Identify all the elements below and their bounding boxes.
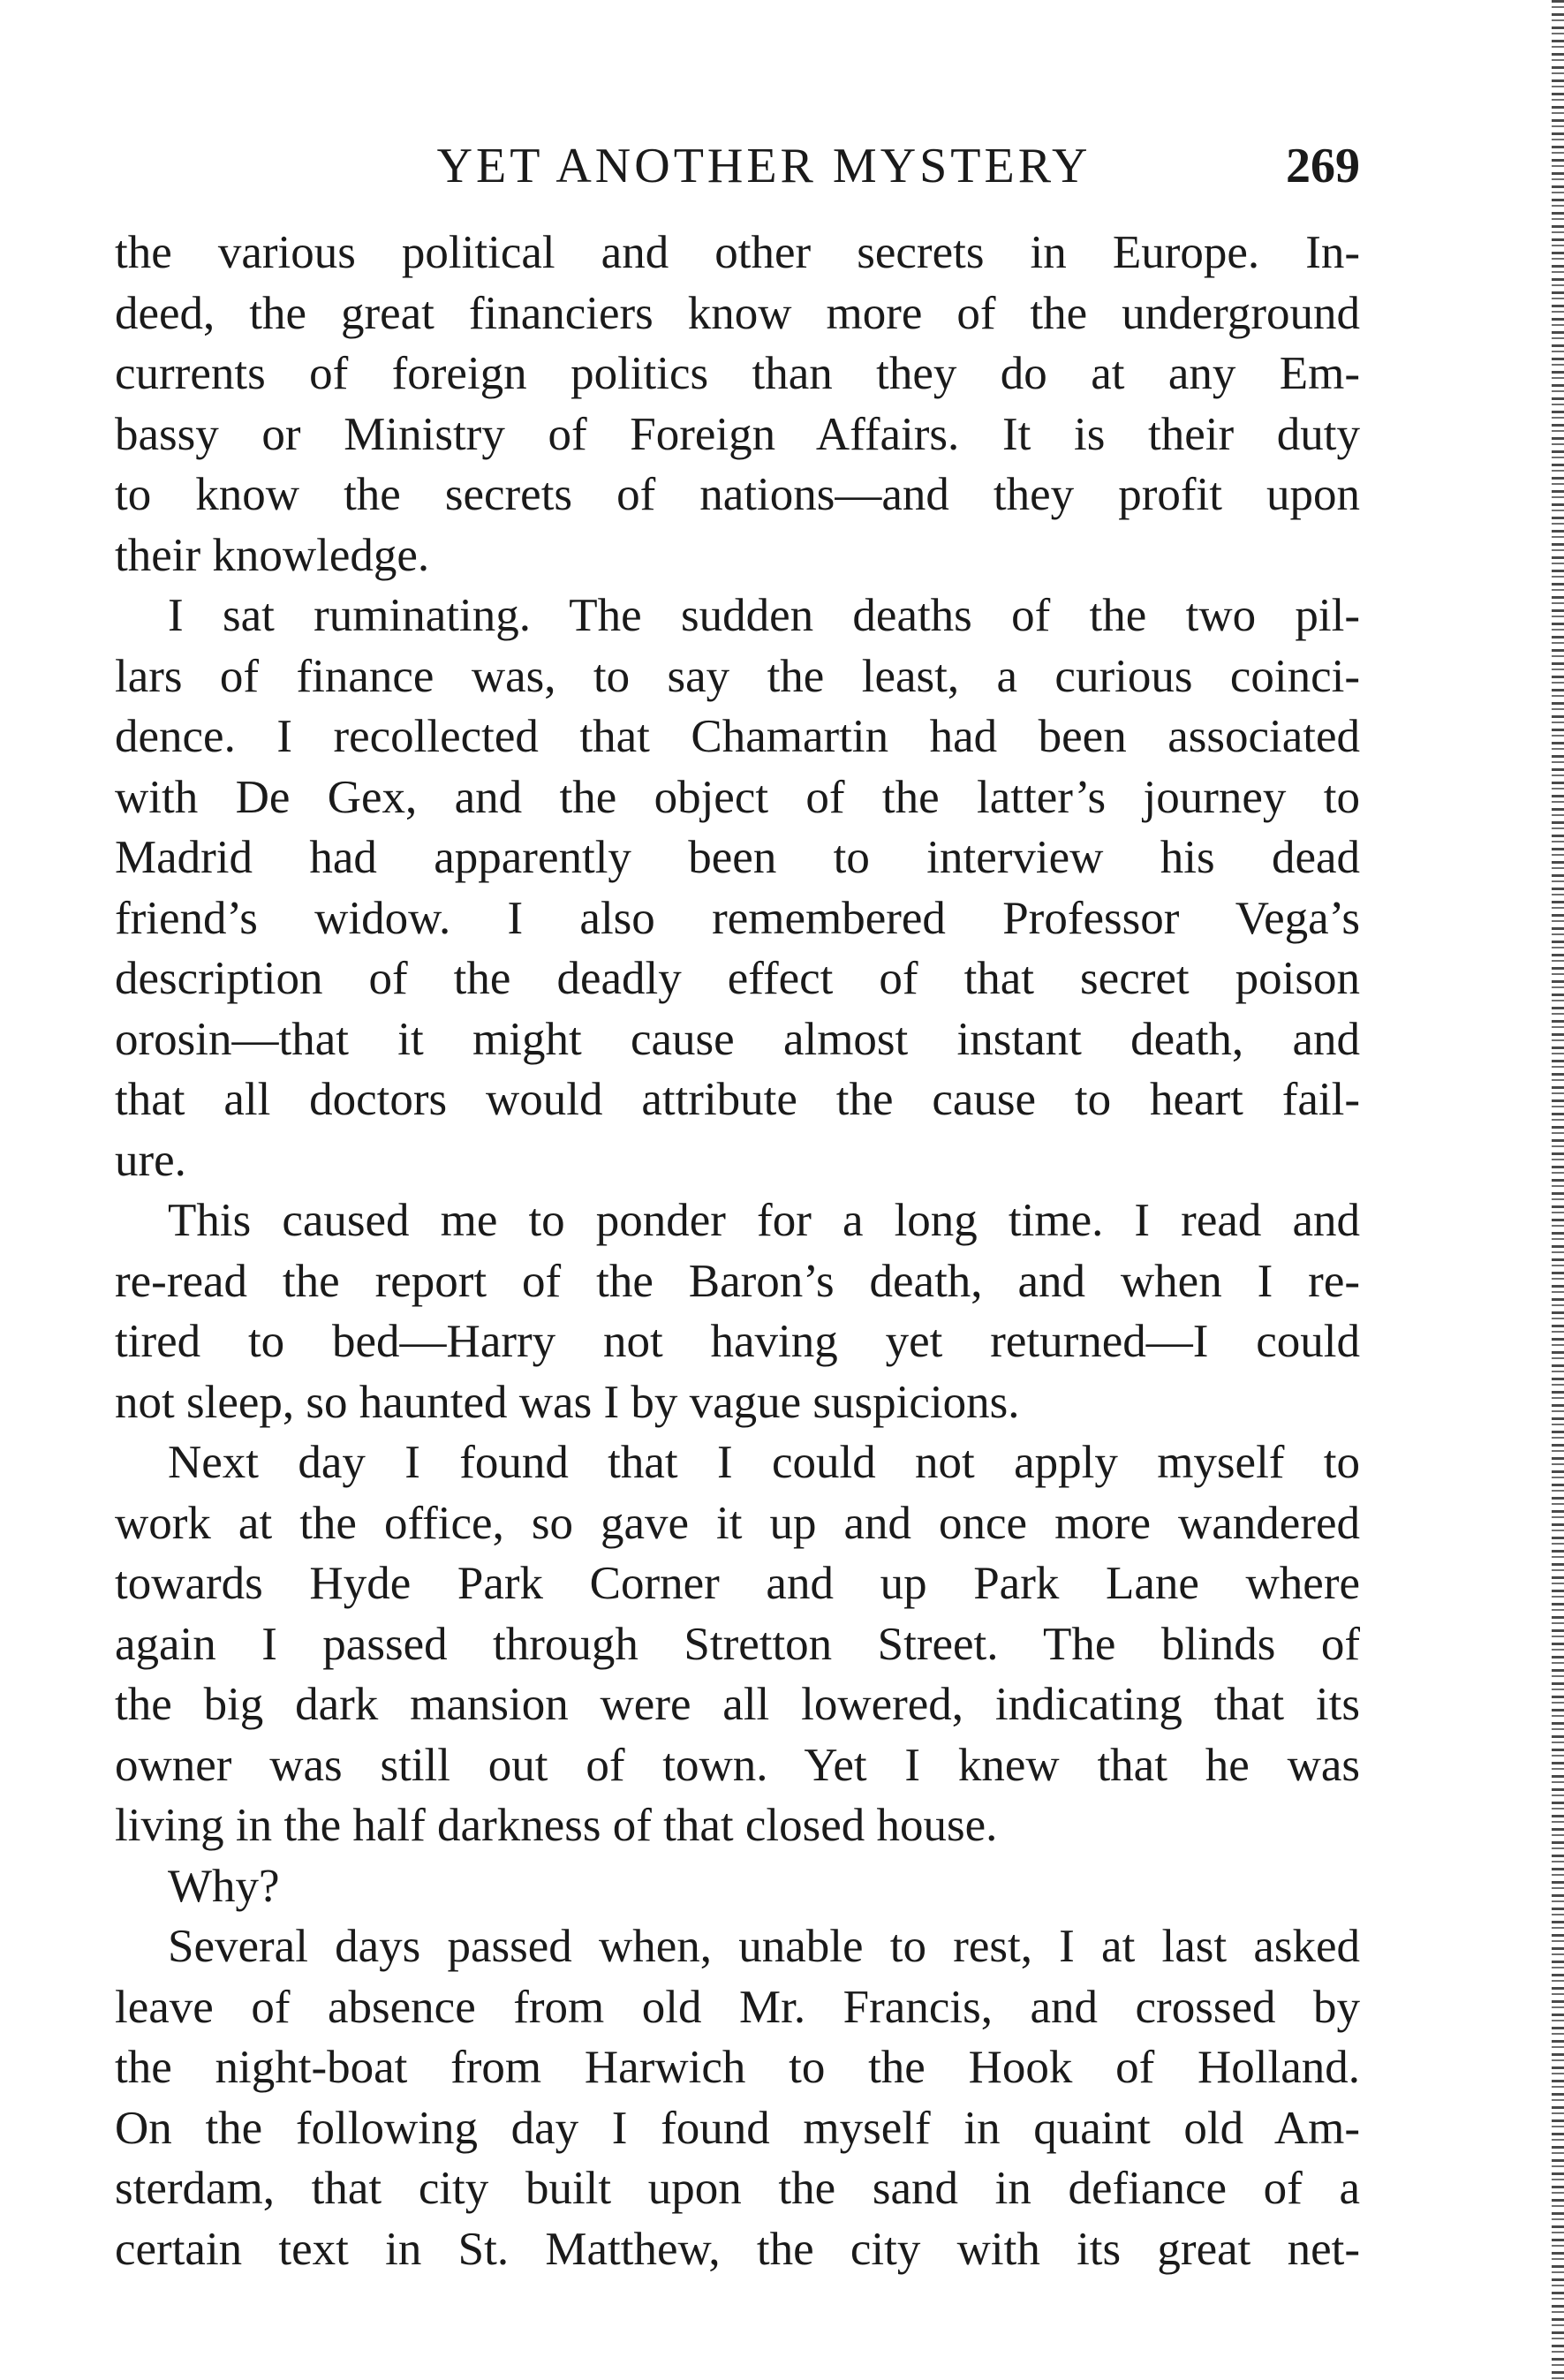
text-line: lars of finance was, to say the least, a curious coinci- (115, 650, 1360, 702)
text-line: again I passed through Stretton Street. The blinds of (115, 1618, 1360, 1670)
text-line: This caused me to ponder for a long time. I read and (168, 1195, 1360, 1246)
text-line: friend’s widow. I also remembered Professor Vega’s (115, 892, 1360, 944)
text-line: the big dark mansion were all lowered, indicating that its (115, 1679, 1360, 1730)
text-line: owner was still out of town. Yet I knew that he was (115, 1739, 1360, 1791)
page-edge-scan-artifact (1552, 0, 1564, 2380)
running-title: YET ANOTHER MYSTERY (436, 139, 1092, 193)
text-line: dence. I recollected that Chamartin had been associated (115, 711, 1360, 762)
text-line: bassy or Ministry of Foreign Affairs. It is their duty (115, 408, 1360, 460)
text-line: Madrid had apparently been to interview his dead (115, 832, 1360, 883)
text-line: work at the office, so gave it up and once more wandered (115, 1497, 1360, 1549)
text-line: ure. (115, 1134, 186, 1186)
text-line: sterdam, that city built upon the sand in defiance of a (115, 2163, 1360, 2214)
text-line: living in the half darkness of that closed house. (115, 1800, 998, 1851)
text-line: re-read the report of the Baron’s death, and when I re- (115, 1255, 1360, 1307)
text-line: description of the deadly effect of that secret poison (115, 953, 1360, 1004)
running-head (115, 131, 1360, 201)
text-line: leave of absence from old Mr. Francis, and crossed by (115, 1981, 1360, 2033)
text-line: with De Gex, and the object of the latter’s journey to (115, 771, 1360, 823)
text-line: deed, the great financiers know more of the underground (115, 287, 1360, 339)
text-line: their knowledge. (115, 529, 430, 581)
text-line: not sleep, so haunted was I by vague suspicions. (115, 1376, 1020, 1428)
text-line: the night-boat from Harwich to the Hook of Holland. (115, 2042, 1360, 2093)
text-line: currents of foreign politics than they do at any Em- (115, 348, 1360, 399)
text-line: to know the secrets of nations—and they profit upon (115, 469, 1360, 520)
text-line: the various political and other secrets in Europe. In- (115, 227, 1360, 278)
text-line: certain text in St. Matthew, the city with its great net- (115, 2223, 1360, 2275)
text-line: On the following day I found myself in quaint old Am- (115, 2102, 1360, 2154)
text-line: Why? (168, 1860, 280, 1912)
text-line: Several days passed when, unable to rest, I at last asked (168, 1921, 1360, 1972)
text-line: tired to bed—Harry not having yet returned—I could (115, 1316, 1360, 1367)
text-line: Next day I found that I could not apply myself to (168, 1437, 1360, 1488)
text-line: orosin—that it might cause almost instant death, and (115, 1013, 1360, 1065)
text-line: towards Hyde Park Corner and up Park Lane where (115, 1558, 1360, 1609)
text-line: I sat ruminating. The sudden deaths of the two pil- (168, 590, 1360, 641)
page-number: 269 (1286, 139, 1360, 193)
text-line: that all doctors would attribute the cause to heart fail- (115, 1074, 1360, 1125)
body-text (115, 223, 1360, 2279)
